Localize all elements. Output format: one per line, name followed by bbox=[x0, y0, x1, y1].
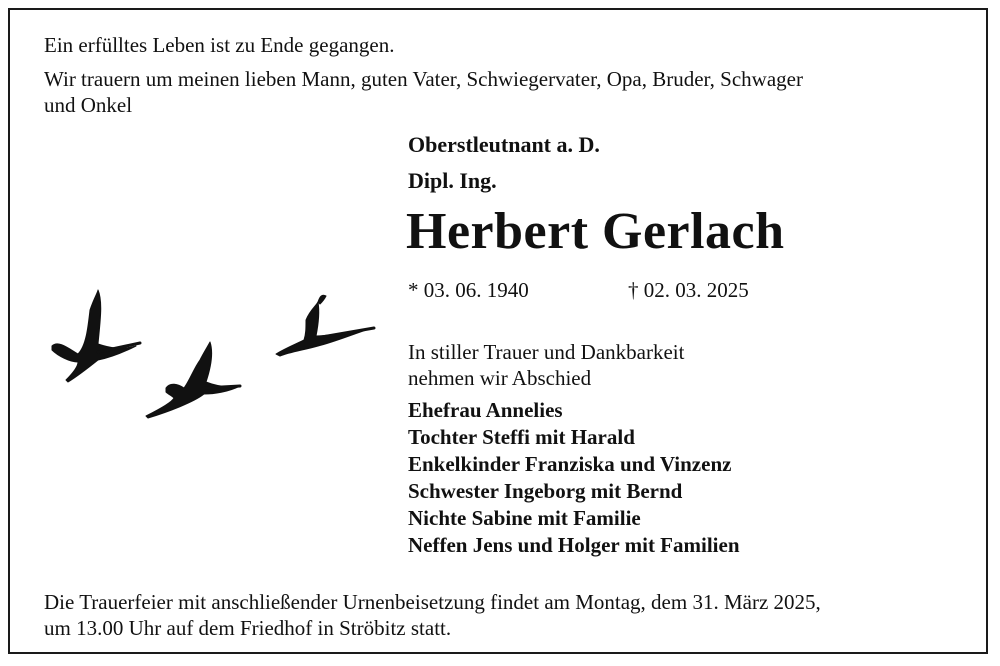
goose-icon bbox=[276, 295, 374, 356]
intro-line-2: Wir trauern um meinen lieben Mann, guten Vater, Schwiegervater, Opa, Bruder, Schwager bbox=[44, 67, 803, 91]
intro-line-1: Ein erfülltes Leben ist zu Ende gegangen. bbox=[44, 33, 395, 57]
goose-icon bbox=[146, 342, 240, 418]
mourning-line-2: nehmen wir Abschied bbox=[408, 366, 592, 390]
birth-date: * 03. 06. 1940 bbox=[408, 278, 529, 302]
obituary-frame bbox=[8, 8, 988, 654]
goose-icon bbox=[52, 290, 140, 382]
flying-geese-icon bbox=[48, 288, 378, 423]
deceased-name: Herbert Gerlach bbox=[406, 203, 785, 260]
ceremony-line-2: um 13.00 Uhr auf dem Friedhof in Ströbitz statt. bbox=[44, 616, 452, 640]
family-member: Nichte Sabine mit Familie bbox=[408, 506, 641, 530]
mourning-line-1: In stiller Trauer und Dankbarkeit bbox=[408, 340, 685, 364]
intro-line-3: und Onkel bbox=[44, 93, 133, 117]
family-member: Neffen Jens und Holger mit Familien bbox=[408, 533, 740, 557]
family-member: Enkelkinder Franziska und Vinzenz bbox=[408, 452, 732, 476]
rank-title: Oberstleutnant a. D. bbox=[408, 132, 600, 157]
ceremony-line-1: Die Trauerfeier mit anschließender Urnenbeisetzung findet am Montag, dem 31. März 2025, bbox=[44, 590, 821, 614]
family-member: Ehefrau Annelies bbox=[408, 398, 563, 422]
family-member: Schwester Ingeborg mit Bernd bbox=[408, 479, 683, 503]
death-date: † 02. 03. 2025 bbox=[628, 278, 749, 302]
academic-title: Dipl. Ing. bbox=[408, 168, 497, 193]
family-member: Tochter Steffi mit Harald bbox=[408, 425, 635, 449]
